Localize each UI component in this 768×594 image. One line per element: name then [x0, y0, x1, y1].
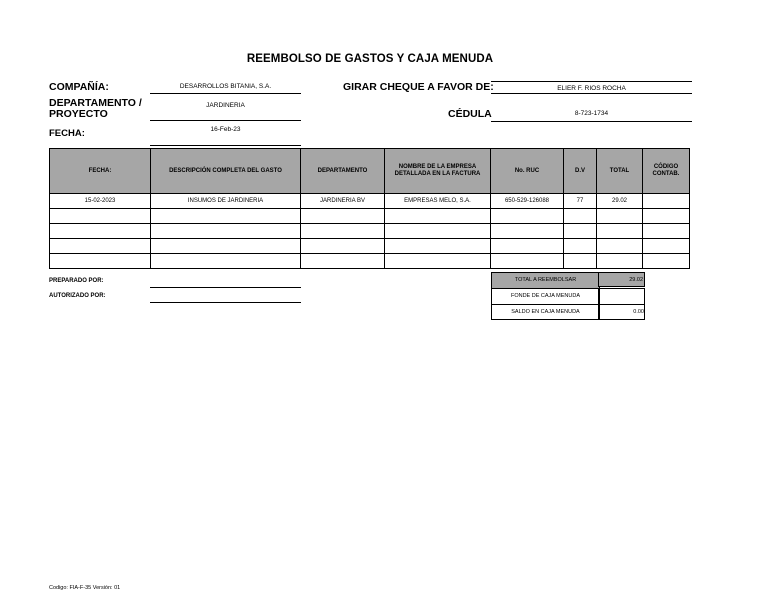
column-header-total: TOTAL	[597, 149, 643, 194]
cell-company	[385, 239, 491, 254]
date-value: 16-Feb-23	[150, 126, 301, 146]
authorized-by-line	[150, 302, 301, 303]
cell-dv	[564, 254, 597, 269]
petty-cash-balance-label: SALDO EN CAJA MENUDA	[491, 304, 600, 320]
cell-total: 29.02	[597, 194, 643, 209]
cell-department: JARDINERIA BV	[301, 194, 385, 209]
cell-ruc	[491, 209, 564, 224]
cell-date: 15-02-2023	[50, 194, 151, 209]
table-row	[50, 209, 690, 224]
authorized-by-label: AUTORIZADO POR:	[49, 293, 106, 299]
cell-department	[301, 209, 385, 224]
cell-department	[301, 224, 385, 239]
cell-total	[597, 254, 643, 269]
cell-date	[50, 209, 151, 224]
id-value: 8-723-1734	[491, 110, 692, 122]
cell-department	[301, 254, 385, 269]
cell-account-code	[643, 194, 690, 209]
table-row	[50, 194, 690, 209]
cell-description: INSUMOS DE JARDINERIA	[151, 194, 301, 209]
cell-dv	[564, 224, 597, 239]
cell-ruc	[491, 224, 564, 239]
form-code-footer: Codigo: FIA-F-35 Versión: 01	[49, 585, 121, 591]
cell-description	[151, 254, 301, 269]
cell-company	[385, 254, 491, 269]
prepared-by-line	[150, 287, 301, 288]
cell-date	[50, 239, 151, 254]
column-header-description: DESCRIPCIÓN COMPLETA DEL GASTO	[151, 149, 301, 194]
petty-cash-fund-value	[598, 288, 645, 305]
table-row	[50, 239, 690, 254]
expense-table	[49, 148, 690, 269]
column-header-date: FECHA:	[50, 149, 151, 194]
cell-ruc: 650-529-126088	[491, 194, 564, 209]
cell-company	[385, 224, 491, 239]
cell-ruc	[491, 254, 564, 269]
cell-company: EMPRESAS MELO, S.A.	[385, 194, 491, 209]
cell-account-code	[643, 209, 690, 224]
department-label-1: DEPARTAMENTO /	[49, 97, 142, 109]
cell-total	[597, 239, 643, 254]
cell-description	[151, 224, 301, 239]
department-label-2: PROYECTO	[49, 108, 108, 120]
cell-date	[50, 224, 151, 239]
cell-date	[50, 254, 151, 269]
document-title: REEMBOLSO DE GASTOS Y CAJA MENUDA	[246, 53, 494, 65]
table-row	[50, 254, 690, 269]
total-reimburse-value: 29.02	[598, 272, 645, 287]
cell-total	[597, 224, 643, 239]
date-label: FECHA:	[49, 128, 85, 139]
cell-dv	[564, 209, 597, 224]
column-header-department: DEPARTAMENTO	[301, 149, 385, 194]
company-value: DESARROLLOS BITANIA, S.A.	[150, 83, 301, 94]
cell-account-code	[643, 254, 690, 269]
payee-value: ELIER F. RIOS ROCHA	[491, 81, 692, 94]
cell-account-code	[643, 239, 690, 254]
column-header-company: NOMBRE DE LA EMPRESA DETALLADA EN LA FACTURA	[385, 149, 491, 194]
total-reimburse-label: TOTAL A REEMBOLSAR	[491, 272, 600, 289]
id-label: CÉDULA	[448, 108, 492, 120]
prepared-by-label: PREPARADO POR:	[49, 278, 104, 284]
petty-cash-fund-label: FONDE DE CAJA MENUDA	[491, 288, 600, 305]
cell-ruc	[491, 239, 564, 254]
column-header-account-code: CÓDIGO CONTAB.	[643, 149, 690, 194]
cell-company	[385, 209, 491, 224]
column-header-ruc: No. RUC	[491, 149, 564, 194]
company-label: COMPAÑÍA:	[49, 81, 109, 93]
cell-description	[151, 209, 301, 224]
table-header-row	[50, 149, 690, 194]
payee-label: GIRAR CHEQUE A FAVOR DE:	[343, 81, 494, 93]
cell-dv	[564, 239, 597, 254]
department-value: JARDINERIA	[150, 102, 301, 121]
cell-total	[597, 209, 643, 224]
column-header-dv: D.V	[564, 149, 597, 194]
petty-cash-balance-value: 0.00	[598, 304, 645, 320]
table-row	[50, 224, 690, 239]
cell-account-code	[643, 224, 690, 239]
cell-department	[301, 239, 385, 254]
cell-description	[151, 239, 301, 254]
cell-dv: 77	[564, 194, 597, 209]
